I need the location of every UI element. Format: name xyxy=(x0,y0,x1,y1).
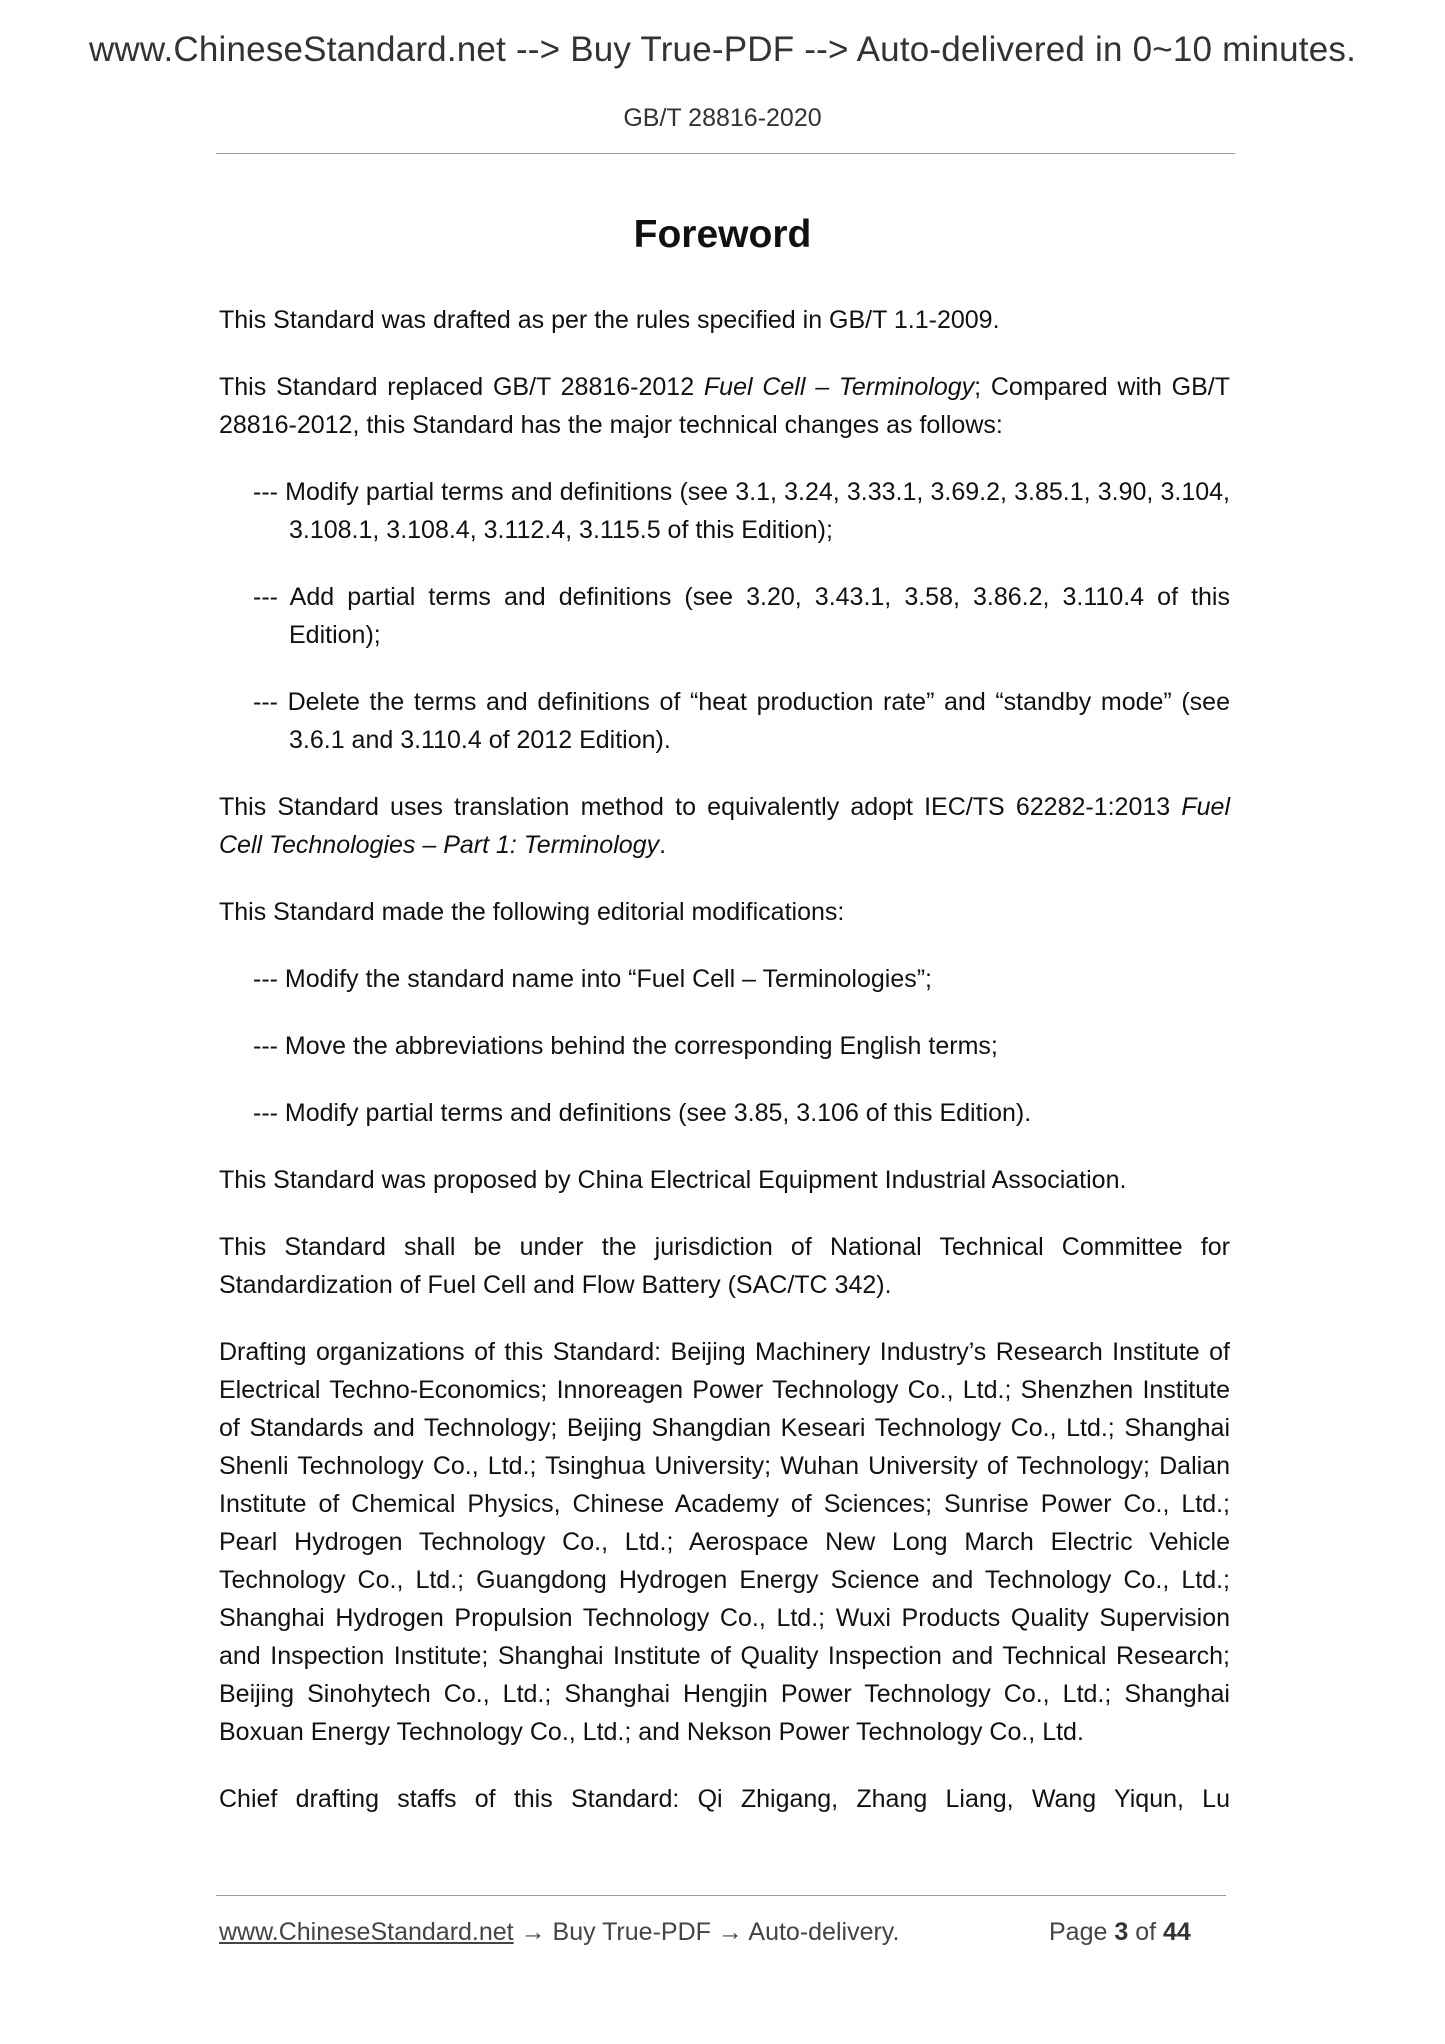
drafting-rules-paragraph: This Standard was drafted as per the rules specified in GB/T 1.1-2009. xyxy=(219,306,1000,334)
footer-tagline: → Buy True-PDF → Auto-delivery. xyxy=(513,1918,900,1946)
total-pages-number: 44 xyxy=(1163,1918,1191,1946)
replaced-standard-title: Fuel Cell – Terminology xyxy=(703,373,975,401)
adopted-standard-title: Fuel Cell Technologies – Part 1: Terminology xyxy=(219,793,1230,859)
replacement-text-a: This Standard replaced GB/T 28816-2012 xyxy=(219,373,704,401)
jurisdiction-paragraph: This Standard shall be under the jurisdiction of National Technical Committee for Standardization of Fuel Cell and Flow Battery (SAC/TC 342). xyxy=(219,1233,1230,1299)
chief-drafters-paragraph: Chief drafting staffs of this Standard: Qi Zhigang, Zhang Liang, Wang Yiqun, Lu xyxy=(219,1785,1230,1813)
proposed-by-paragraph: This Standard was proposed by China Electrical Equipment Industrial Association. xyxy=(219,1166,1127,1194)
change-item-delete: --- Delete the terms and definitions of “heat production rate” and “standby mode” (see 3.6.1 and 3.110.4 of 2012 Edition). xyxy=(253,688,1230,754)
adoption-text-a: This Standard uses translation method to equivalently adopt IEC/TS 62282-1:2013 xyxy=(219,793,1182,821)
of-label: of xyxy=(1128,1918,1163,1946)
standard-id: GB/T 28816-2020 xyxy=(623,104,822,132)
page-label: Page xyxy=(1049,1918,1115,1946)
header-divider xyxy=(216,153,1235,154)
footer-divider xyxy=(216,1895,1226,1896)
current-page-number: 3 xyxy=(1114,1918,1129,1946)
edit-item-definitions: --- Modify partial terms and definitions (see 3.85, 3.106 of this Edition). xyxy=(253,1099,1032,1127)
footer-site-link[interactable]: www.ChineseStandard.net xyxy=(219,1918,514,1946)
change-item-modify: --- Modify partial terms and definitions (see 3.1, 3.24, 3.33.1, 3.69.2, 3.85.1, 3.90, 3.104, 3.108.1, 3.108.4, 3.112.4, 3.115.5 of this Edition); xyxy=(253,478,1230,544)
drafting-organizations-paragraph: Drafting organizations of this Standard: Beijing Machinery Industry’s Research Institute of Electrical Techno-Economics; Innoreagen Power Technology Co., Ltd.; Shenzhen Institute of Standards and Technology; Beijing Shangdian Keseari Technology Co., Ltd.; Shanghai Shenli Technology Co., Ltd.; Tsinghua University; Wuhan University of Technology; Dalian Institute of Chemical Physics, Chinese Academy of Sciences; Sunrise Power Co., Ltd.; Pearl Hydrogen Technology Co., Ltd.; Aerospace New Long March Electric Vehicle Technology Co., Ltd.; Guangdong Hydrogen Energy Science and Technology Co., Ltd.; Shanghai Hydrogen Propulsion Technology Co., Ltd.; Wuxi Products Quality Supervision and Inspection Institute; Shanghai Institute of Quality Inspection and Technical Research; Beijing Sinohytech Co., Ltd.; Shanghai Hengjin Power Technology Co., Ltd.; Shanghai Boxuan Energy Technology Co., Ltd.; and Nekson Power Technology Co., Ltd. xyxy=(219,1338,1230,1746)
edit-item-name: --- Modify the standard name into “Fuel Cell – Terminologies”; xyxy=(253,965,932,993)
edit-item-abbreviations: --- Move the abbreviations behind the corresponding English terms; xyxy=(253,1032,998,1060)
replacement-text-b: ; Compared with GB/T 28816-2012, this Standard has the major technical changes as follows: xyxy=(219,373,1230,439)
replacement-paragraph xyxy=(219,368,1230,444)
page-counter xyxy=(1049,1918,1191,1947)
site-banner: www.ChineseStandard.net --> Buy True-PDF --> Auto-delivered in 0~10 minutes. xyxy=(88,30,1357,69)
adoption-text-b: . xyxy=(659,831,667,859)
editorial-intro-paragraph: This Standard made the following editorial modifications: xyxy=(219,898,845,926)
foreword-body xyxy=(219,301,1230,1818)
footer-promo xyxy=(219,1918,899,1947)
change-item-add: --- Add partial terms and definitions (see 3.20, 3.43.1, 3.58, 3.86.2, 3.110.4 of this Edition); xyxy=(253,583,1230,649)
adoption-paragraph xyxy=(219,788,1230,864)
page-title: Foreword xyxy=(633,213,812,256)
